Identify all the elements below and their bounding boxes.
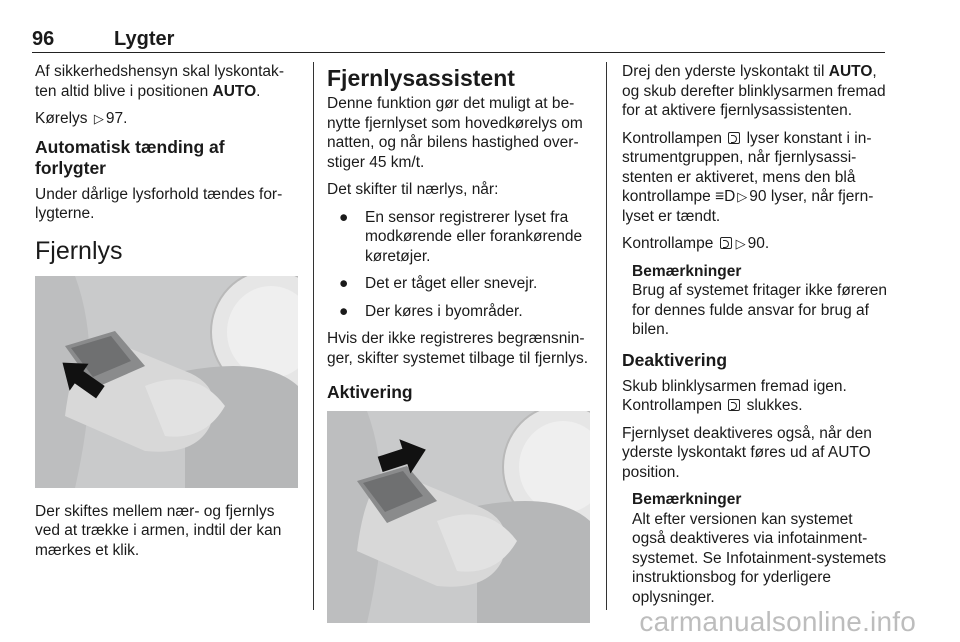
heading-high-beam-assist: Fjernlysassistent xyxy=(327,65,515,91)
heading-high-beam: Fjernlys xyxy=(35,236,123,265)
arrow-reference-icon: ▷ xyxy=(93,111,104,126)
note-text: Brug af systemet fritager ikke føreren for dennes fulde ansvar for brug af bilen. xyxy=(632,282,887,338)
high-beam-assist-lamp-icon xyxy=(720,237,732,249)
return-paragraph: Hvis der ikke registreres begrænsninger, skifter systemet tilbage til fjernlys. xyxy=(327,330,589,367)
high-beam-lamp-icon: ≡D xyxy=(715,188,736,205)
high-beam-assist-lamp-icon xyxy=(728,132,740,144)
arrow-reference-icon: ▷ xyxy=(735,236,746,251)
indicator-paragraph: Kontrollampen lyser konstant i instrumentgruppen, når fjernlysassistenten er aktiveret, mens den blå kontrollampe ≡D ▷ 90 lyser, når fjernlyset er tændt. xyxy=(622,129,874,225)
condition-list xyxy=(327,208,595,322)
note-box xyxy=(622,490,890,607)
auto-paragraph: Under dårlige lysforhold tændes forlygterne. xyxy=(35,185,283,222)
lamp-reference: Kontrollampe ▷ 90. xyxy=(622,235,770,252)
column-divider-2 xyxy=(606,62,607,610)
note-text: Alt efter versionen kan systemet også deaktiveres via infotainmentsystemet. Se Infotainment-systemets instruktionsbog for yderligere oplysninger. xyxy=(632,510,887,606)
heading-deactivation: Deaktivering xyxy=(622,349,728,370)
heading-activation: Aktivering xyxy=(327,382,413,402)
safety-paragraph: Af sikkerhedshensyn skal lyskontakten altid blive i positionen AUTO. xyxy=(35,63,284,100)
page-title: Lygter xyxy=(114,28,175,50)
activation-paragraph: Drej den yderste lyskontakt til AUTO, og skub derefter blinklysarmen fremad for at aktivere fjernlysassistenten. xyxy=(622,63,886,119)
heading-auto-headlights: Automatisk tænding af forlygter xyxy=(35,136,225,178)
list-item: ● En sensor registrerer lyset fra modkørende eller forankørende køretøjer. xyxy=(339,208,583,265)
switch-condition: Det skifter til nærlys, når: xyxy=(327,181,499,198)
deactivation-paragraph: Skub blinklysarmen fremad igen. Kontrollampen slukkes. xyxy=(622,377,847,414)
stalk-pull-illustration xyxy=(35,276,298,488)
assist-intro: Denne funktion gør det muligt at benytte fjernlyset som hovedkørelys om natten, og når bilens hastighed overstiger 45 km/t. xyxy=(327,95,583,171)
note-title: Bemærkninger xyxy=(632,262,742,280)
arrow-reference-icon: ▷ xyxy=(737,189,748,204)
watermark: carmanualsonline.info xyxy=(639,606,916,637)
list-item: ● Der køres i byområder. xyxy=(339,302,523,320)
list-item: ● Det er tåget eller snevejr. xyxy=(339,275,538,292)
column-1 xyxy=(35,62,300,568)
column-divider-1 xyxy=(313,62,314,610)
stalk-push-illustration xyxy=(327,411,590,623)
note-title: Bemærkninger xyxy=(632,491,742,508)
column-2 xyxy=(327,62,595,637)
column-3 xyxy=(622,62,890,615)
page-header xyxy=(32,26,885,53)
deactivation-auto-paragraph: Fjernlyset deaktiveres også, når den yderste lyskontakt føres ud af AUTO position. xyxy=(622,424,872,481)
switch-paragraph: Der skiftes mellem nær- og fjernlys ved at trække i armen, indtil der kan mærkes et klik. xyxy=(35,502,282,559)
page-number: 96 xyxy=(32,28,55,50)
daylight-reference: Kørelys ▷ 97. xyxy=(35,110,128,127)
note-box xyxy=(622,262,890,340)
high-beam-assist-lamp-icon xyxy=(728,399,740,411)
